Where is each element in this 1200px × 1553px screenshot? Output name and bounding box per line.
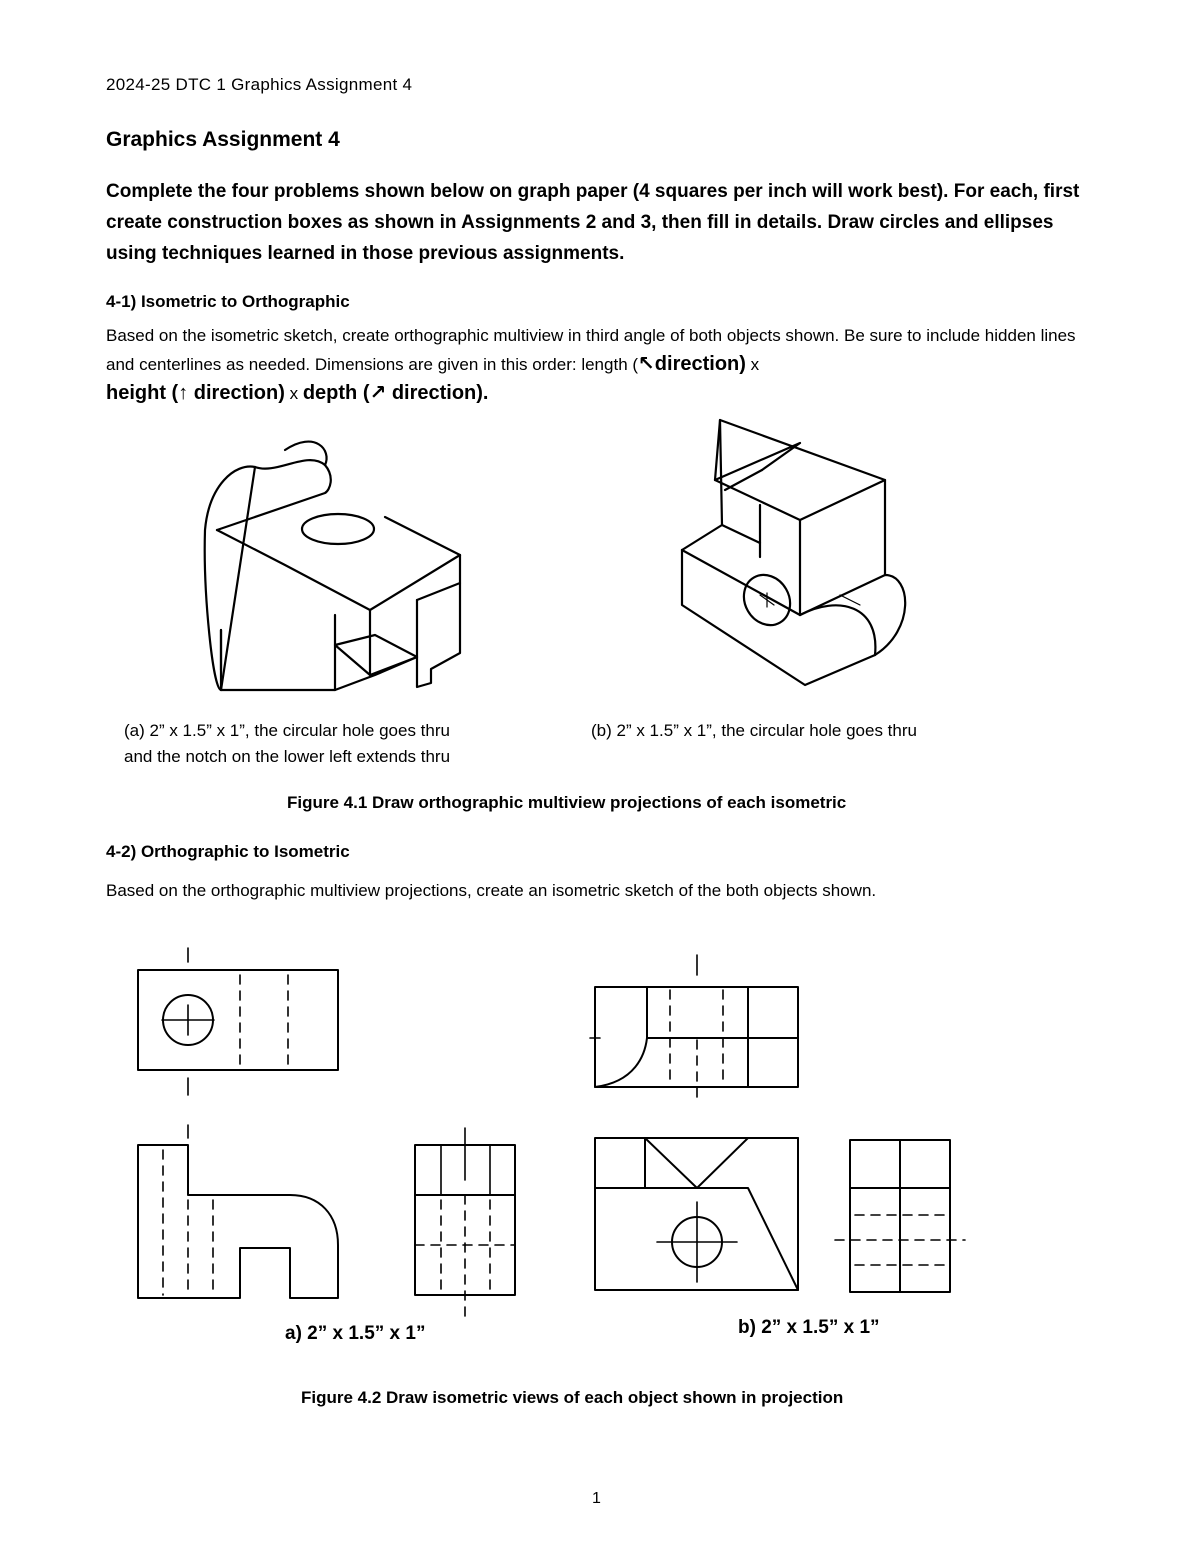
section-4-1-text-f: x [284,384,303,403]
section-heading-4-2: 4-2) Orthographic to Isometric [106,842,350,861]
section-4-2-text: Based on the orthographic multiview projections, create an isometric sketch of the both objects shown. [106,881,877,900]
height-arrow: ↑ [178,382,189,404]
orthographic-drawing-b [580,950,970,1295]
section-4-1-text-e: direction) [188,382,285,404]
section-4-1-text-h: direction). [386,382,489,404]
depth-arrow: ↗ [369,382,387,404]
section-4-1-text [106,322,1106,408]
label-b: b) 2” x 1.5” x 1” [738,1317,880,1338]
orthographic-drawing-a [120,945,540,1330]
isometric-drawing-a [195,425,470,695]
page-title: Graphics Assignment 4 [106,128,340,151]
figure-4-2-caption: Figure 4.2 Draw isometric views of each object shown in projection [301,1388,844,1407]
isometric-drawing-b [670,415,920,690]
page-number: 1 [592,1490,601,1507]
section-4-1-text-b: direction) [654,353,746,375]
section-heading-4-1: 4-1) Isometric to Orthographic [106,292,350,311]
figure-4-1-caption: Figure 4.1 Draw orthographic multiview projections of each isometric [287,793,847,812]
section-4-1-text-g: depth ( [302,382,370,404]
section-4-1-text-c: x [745,355,760,374]
running-header: 2024-25 DTC 1 Graphics Assignment 4 [106,75,413,94]
caption-b: (b) 2” x 1.5” x 1”, the circular hole goes thru [591,721,917,740]
caption-a-line1: (a) 2” x 1.5” x 1”, the circular hole goes thru [124,721,450,740]
section-4-1-text-d: height ( [106,382,179,404]
length-arrow: ↖ [638,353,655,375]
label-a: a) 2” x 1.5” x 1” [285,1323,426,1344]
intro-paragraph: Complete the four problems shown below on graph paper (4 squares per inch will work best). For each, first create construction boxes as shown in Assignments 2 and 3, then fill in details. Draw circles and ellipses using techniques learned in those previous assignments. [106,181,1080,264]
caption-a-line2: and the notch on the lower left extends thru [124,747,451,766]
section-4-1-text-a: Based on the isometric sketch, create orthographic multiview in third angle of both objects shown. Be sure to include hidden lines and centerlines as needed. Dimensions are given in this order: length ( [106,326,1076,374]
